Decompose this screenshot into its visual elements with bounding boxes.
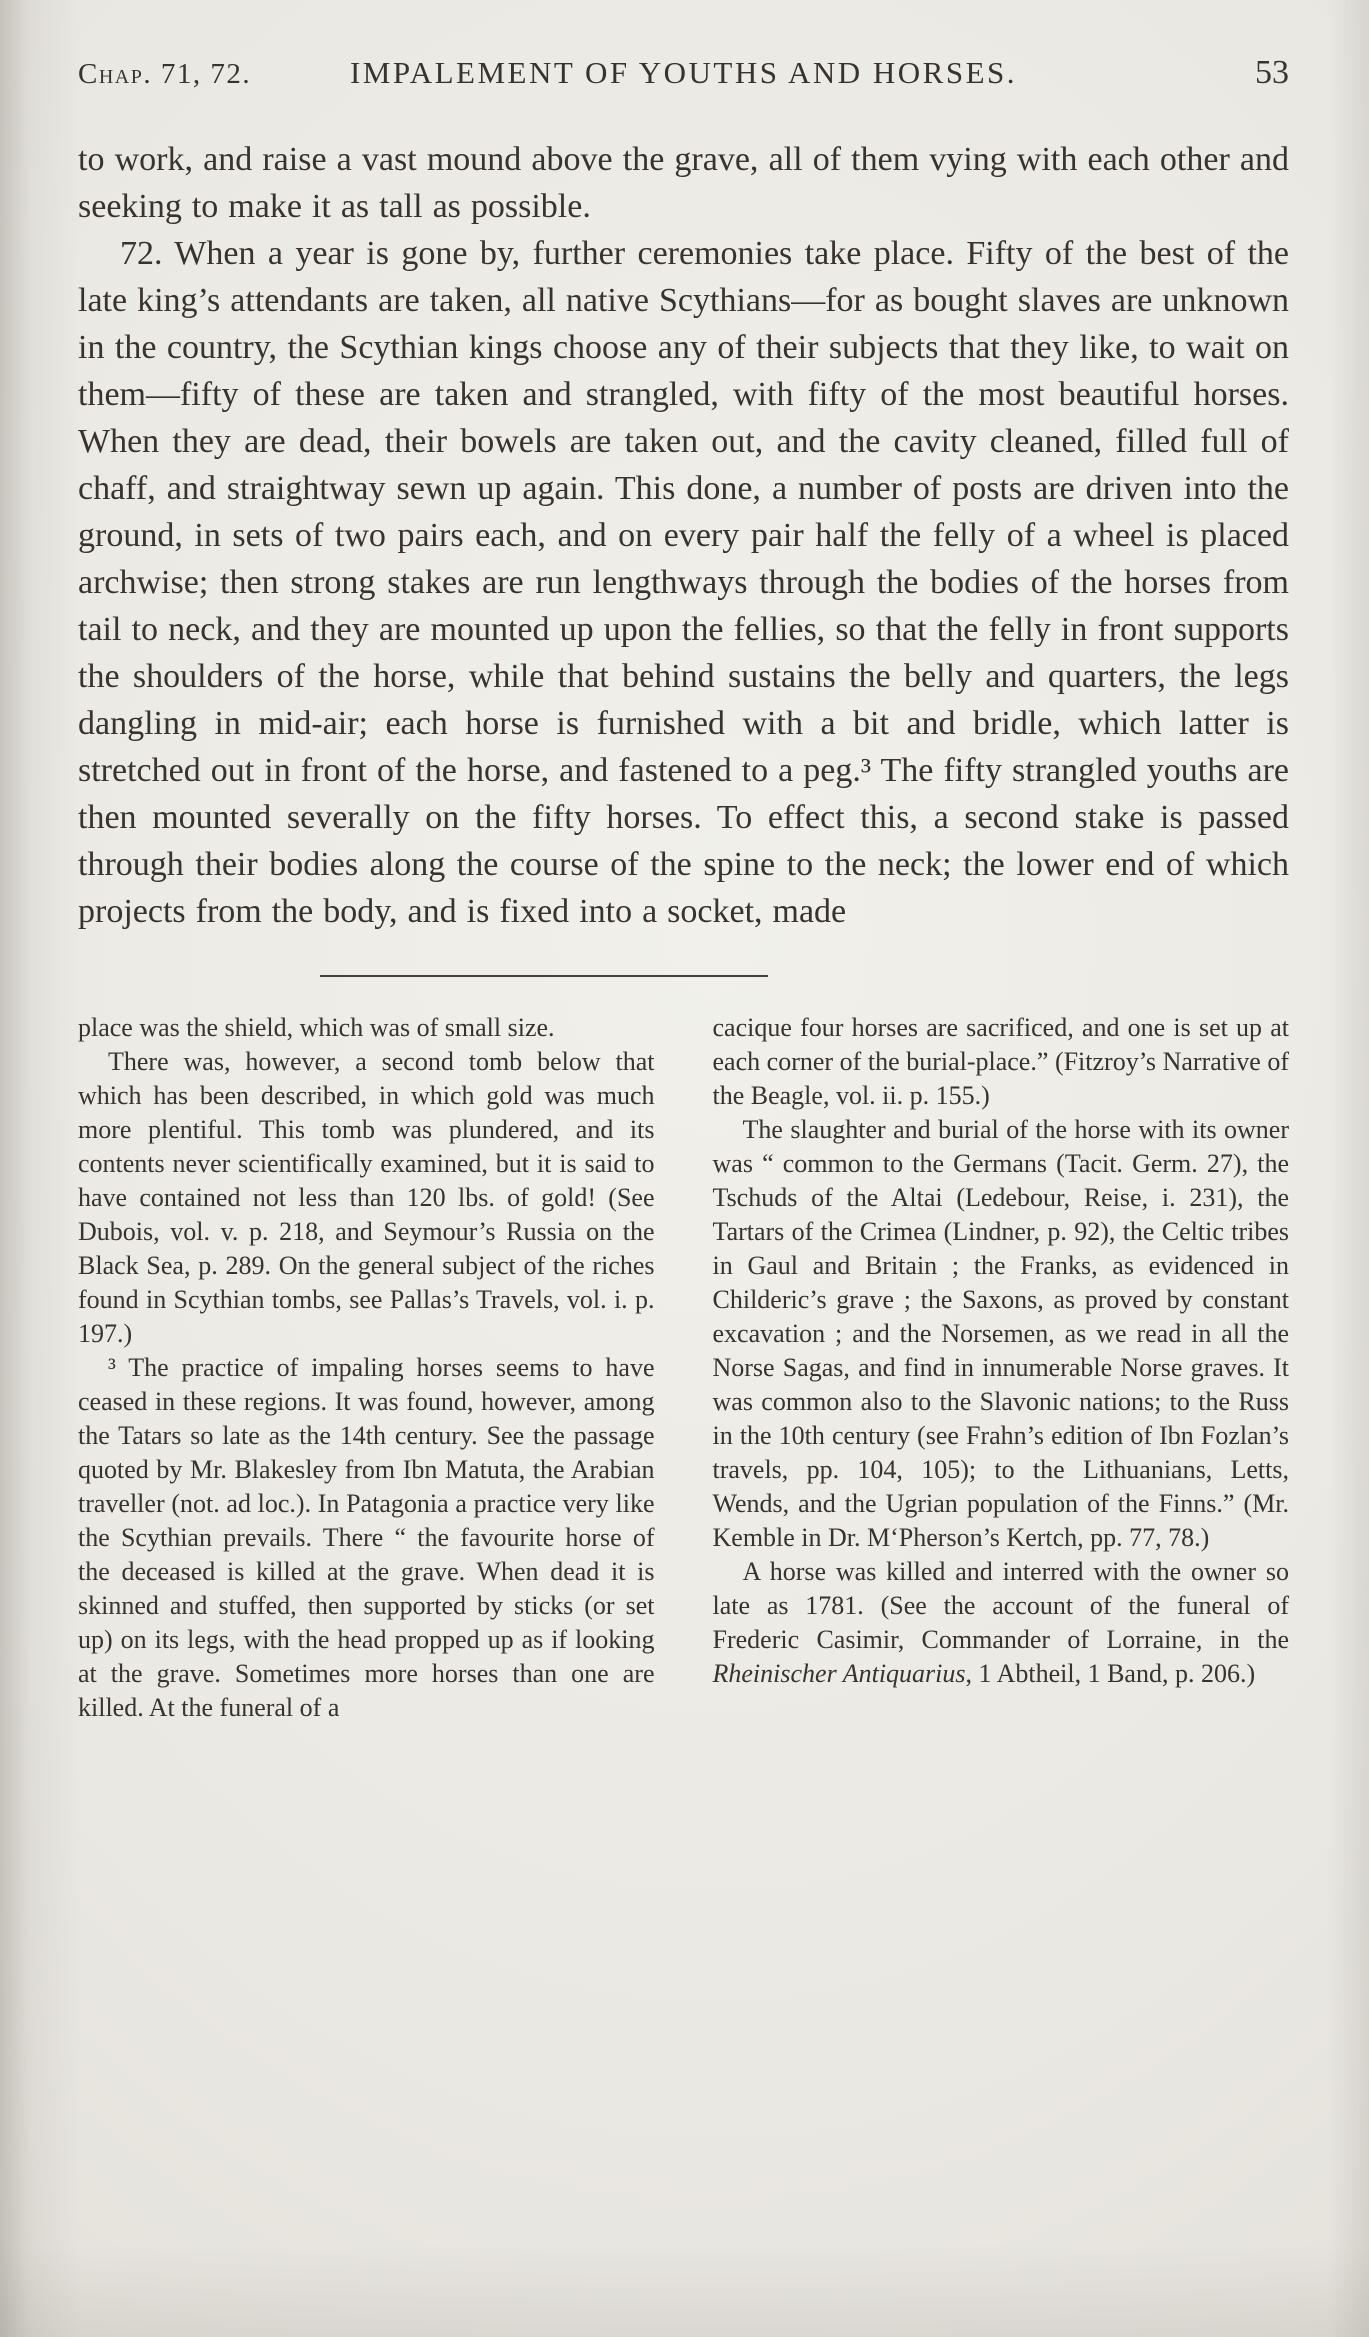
running-header — [78, 54, 1289, 92]
body-paragraph: 72. When a year is gone by, further ceremonies take place. Fifty of the best of the late king’s attendants are taken, all native Scythians—for as bought slaves are unknown in the country, the Scythian kings choose any of their subjects that they like, to wait on them—fifty of these are taken and strangled, with fifty of the most beautiful horses. When they are dead, their bowels are taken out, and the cavity cleaned, filled full of chaff, and straightway sewn up again. This done, a number of posts are driven into the ground, in sets of two pairs each, and on every pair half the felly of a wheel is placed archwise; then strong stakes are run lengthways through the bodies of the horses from tail to neck, and they are mounted up upon the fellies, so that the felly in front supports the shoulders of the horse, while that behind sustains the belly and quarters, the legs dangling in mid-air; each horse is furnished with a bit and bridle, which latter is stretched out in front of the horse, and fastened to a peg.³ The fifty strangled youths are then mounted severally on the fifty horses. To effect this, a second stake is passed through their bodies along the course of the spine to the neck; the lower end of which projects from the body, and is fixed into a socket, made — [78, 235, 1289, 930]
footnote-column-right — [713, 1011, 1290, 1725]
chapter-label: Chap. 71, 72. — [78, 58, 252, 90]
page-title: IMPALEMENT OF YOUTHS AND HORSES. — [349, 55, 1018, 90]
page-number: 53 — [1255, 54, 1289, 91]
footnote-paragraph: A horse was killed and interred with the owner so late as 1781. (See the account of the funeral of Frederic Casimir, Commander of Lorraine, in the Rheinischer Antiquarius, 1 Abtheil, 1 Band, p. 206.) — [712, 1557, 1289, 1688]
body-paragraph: to work, and raise a vast mound above the grave, all of them vying with each other and seeking to make it as tall as possible. — [78, 141, 1289, 225]
footnote-paragraph: ³ The practice of impaling horses seems to have ceased in these regions. It was found, however, among the Tatars so late as the 14th century. See the passage quoted by Mr. Blakesley from Ibn Matuta, the Arabian traveller (not. ad loc.). In Patagonia a practice very like the Scythian prevails. There “ the favourite horse of the deceased is killed at the grave. When dead it is skinned and stuffed, then supported by sticks (or set up) on its legs, with the head propped up as if looking at the grave. Sometimes more horses than one are killed. At the funeral of a — [78, 1353, 655, 1722]
footnote-paragraph: There was, however, a second tomb below that which has been described, in which gold was much more plentiful. This tomb was plundered, and its contents never scientifically examined, but it is said to have contained not less than 120 lbs. of gold! (See Dubois, vol. v. p. 218, and Seymour’s Russia on the Black Sea, p. 289. On the general subject of the riches found in Scythian tombs, see Pallas’s Travels, vol. i. p. 197.) — [78, 1047, 655, 1348]
footnote-column-left — [78, 1011, 655, 1725]
footnote-paragraph: cacique four horses are sacrificed, and one is set up at each corner of the burial-place.” (Fitzroy’s Narrative of the Beagle, vol. ii. p. 155.) — [712, 1013, 1289, 1110]
footnote-divider-rule — [320, 975, 768, 977]
footnote-paragraph: place was the shield, which was of small size. — [78, 1013, 555, 1042]
body-text — [78, 136, 1289, 935]
footnote-paragraph: The slaughter and burial of the horse with its owner was “ common to the Germans (Tacit. Germ. 27), the Tschuds of the Altai (Ledebour, Reise, i. 231), the Tartars of the Crimea (Lindner, p. 92), the Celtic tribes in Gaul and Britain ; the Franks, as evidenced in Childeric’s grave ; the Saxons, as proved by constant excavation ; and the Norsemen, as we read in all the Norse Sagas, and find in innumerable Norse graves. It was common also to the Slavonic nations; to the Russ in the 10th century (see Frahn’s edition of Ibn Fozlan’s travels, pp. 104, 105); to the Lithuanians, Letts, Wends, and the Ugrian population of the Finns.” (Mr. Kemble in Dr. M‘Pherson’s Kertch, pp. 77, 78.) — [712, 1115, 1289, 1552]
footnotes-section — [78, 1011, 1289, 1725]
